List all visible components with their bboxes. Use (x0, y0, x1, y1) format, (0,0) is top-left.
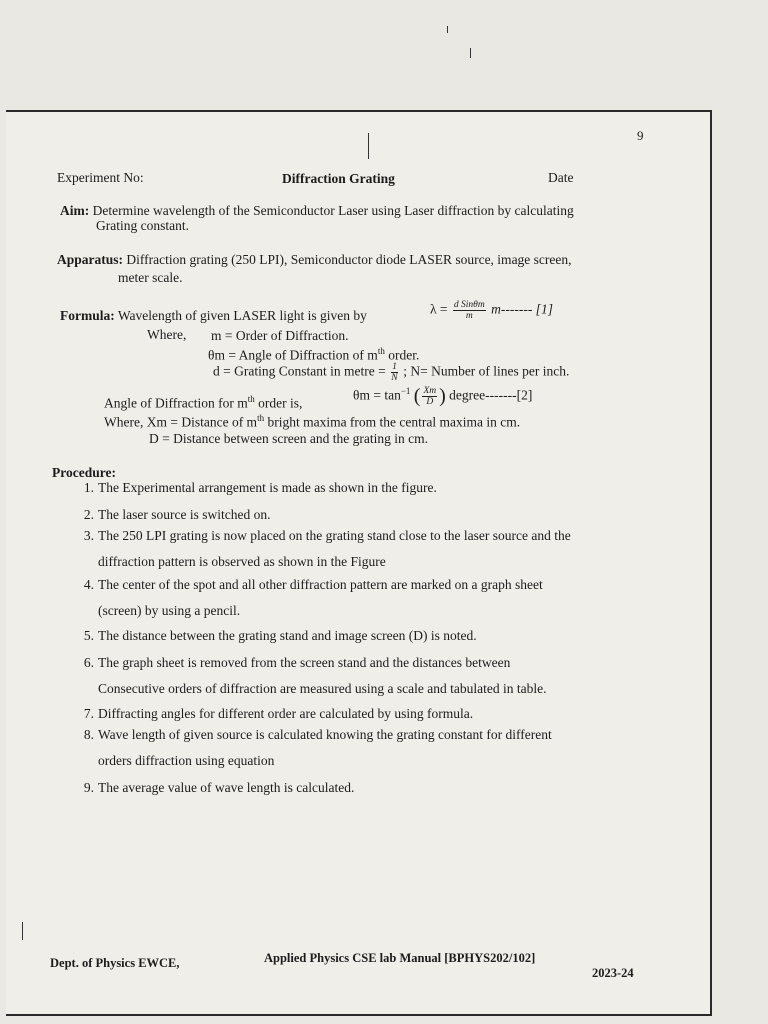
procedure-step-text: Diffracting angles for different order are calculated by using formula. (98, 706, 474, 721)
procedure-step-number: 6. (83, 655, 94, 670)
procedure-label: Procedure: (52, 465, 116, 480)
page-number: 9 (637, 128, 644, 143)
procedure-step-text: The laser source is switched on. (98, 507, 271, 522)
formula-intro-text: Wavelength of given LASER light is given by (117, 308, 367, 323)
d-def-prefix: d = Grating Constant in metre = (213, 363, 386, 379)
procedure-step-text: orders diffraction using equation (98, 753, 275, 768)
d-frac-numerator: 1 (392, 362, 397, 372)
procedure-step-text: The distance between the grating stand and image screen (D) is noted. (98, 628, 477, 643)
xm-def-prefix: Where, Xm = Distance of m (104, 414, 258, 430)
eq2-numerator: Xm (423, 386, 437, 396)
eq1-lhs: λ = (430, 301, 448, 317)
d-fraction (391, 362, 398, 383)
right-paren: ) (439, 385, 446, 407)
procedure-step-number: 1. (83, 480, 94, 495)
d-definition (213, 362, 569, 383)
experiment-label: Experiment No: (57, 170, 144, 185)
procedure-step-text: The Experimental arrangement is made as shown in the figure. (98, 480, 437, 495)
aim-text: Determine wavelength of the Semiconductor Laser using Laser diffraction by calculating (92, 203, 574, 218)
page-mark (22, 922, 23, 940)
aim-line-1 (60, 203, 574, 219)
angle-suffix: order is, (254, 395, 303, 411)
theta-def-prefix: θm = Angle of Diffraction of m (208, 347, 378, 363)
procedure-step-text: The 250 LPI grating is now placed on the grating stand close to the laser source and the (98, 528, 571, 543)
where-label: Where, (147, 327, 187, 342)
bleed-mark (447, 26, 448, 33)
eq2-tail: degree-------[2] (449, 387, 533, 403)
date-label: Date (548, 170, 574, 185)
procedure-step-number: 7. (83, 706, 94, 721)
d-frac-denominator: N (391, 373, 398, 383)
procedure-step-number: 2. (83, 507, 94, 522)
xm-definition (104, 413, 520, 431)
procedure-step-text: (screen) by using a pencil. (98, 603, 241, 618)
aim-label: Aim: (60, 203, 90, 218)
xm-def-sup: th (257, 413, 265, 423)
theta-def-sup: th (377, 346, 385, 356)
formula-label: Formula: (60, 308, 115, 323)
procedure-step-number: 4. (83, 577, 94, 592)
bleed-mark (470, 48, 471, 58)
angle-prefix: Angle of Diffraction for m (104, 395, 248, 411)
eq2-sup: −1 (400, 386, 411, 397)
eq2-lhs: θm = tan (353, 387, 401, 403)
theta-def-suffix: order. (384, 347, 420, 363)
procedure-step-text: The center of the spot and all other diffraction pattern are marked on a graph sheet (98, 577, 543, 592)
footer-dept: Dept. of Physics EWCE, (50, 956, 180, 970)
apparatus-line-2: meter scale. (118, 270, 183, 285)
procedure-step-text: diffraction pattern is observed as shown in the Figure (98, 554, 386, 569)
xm-def-suffix: bright maxima from the central maxima in cm. (264, 414, 521, 430)
angle-definition (104, 394, 302, 412)
procedure-step-text: Wave length of given source is calculated knowing the grating constant for different (98, 727, 552, 742)
page-mark (368, 133, 369, 159)
footer-manual: Applied Physics CSE lab Manual [BPHYS202/102] (264, 951, 536, 965)
procedure-step-number: 8. (83, 727, 94, 742)
eq1-denominator: m (465, 311, 473, 321)
eq2-denominator: D (426, 397, 434, 407)
procedure-step-number: 5. (83, 628, 94, 643)
angle-sup: th (247, 394, 255, 404)
apparatus-label: Apparatus: (57, 252, 124, 267)
m-definition: m = Order of Diffraction. (211, 328, 349, 343)
d-def-suffix: ; N= Number of lines per inch. (403, 363, 570, 379)
equation-2 (353, 385, 532, 408)
procedure-step-number: 3. (83, 528, 94, 543)
apparatus-line-1 (57, 252, 572, 268)
experiment-title: Diffraction Grating (282, 171, 395, 186)
equation-1 (430, 300, 553, 321)
procedure-step-text: The graph sheet is removed from the screen stand and the distances between (98, 655, 511, 670)
eq1-tail: m------- [1] (491, 301, 553, 317)
D-definition: D = Distance between screen and the grating in cm. (149, 431, 429, 446)
apparatus-text: Diffraction grating (250 LPI), Semiconductor diode LASER source, image screen, (126, 252, 572, 267)
footer-year: 2023-24 (592, 966, 634, 980)
eq2-fraction (422, 386, 437, 407)
eq1-numerator: d Sinθm (453, 300, 485, 310)
procedure-step-number: 9. (83, 780, 94, 795)
left-paren: ( (413, 385, 421, 407)
aim-line-2: Grating constant. (96, 218, 189, 233)
eq1-fraction (453, 300, 486, 321)
theta-definition (208, 346, 419, 364)
procedure-step-text: The average value of wave length is calculated. (98, 780, 355, 795)
formula-intro (60, 308, 367, 324)
procedure-step-text: Consecutive orders of diffraction are measured using a scale and tabulated in table. (98, 681, 547, 696)
